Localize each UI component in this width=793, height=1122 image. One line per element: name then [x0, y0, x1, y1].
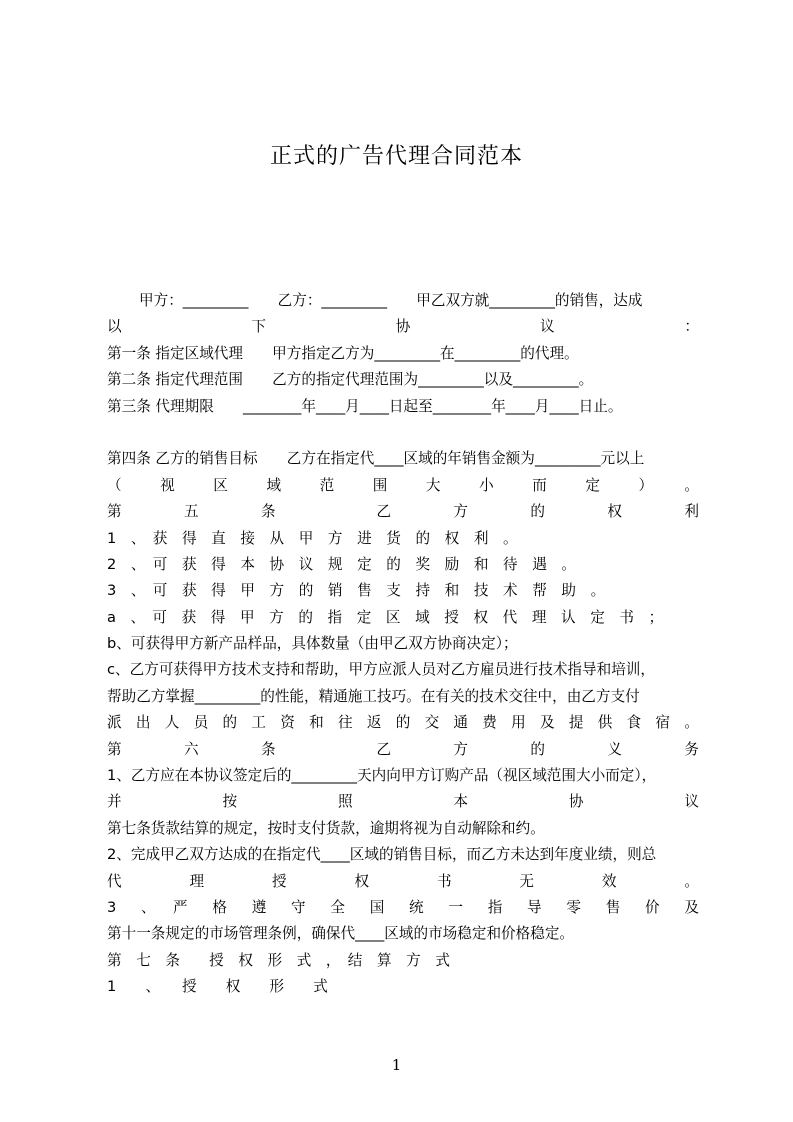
contract-line: 以 下 协 议 ：: [107, 318, 699, 336]
contract-line: 1、乙方应在本协议签定后的_________天内向甲方订购产品（视区域范围大小而定），: [107, 767, 657, 785]
contract-line: 2 、 可 获 得 本 协 议 规 定 的 奖 励 和 待 遇 。: [107, 555, 576, 573]
contract-line: c、乙方可获得甲方技术支持和帮助，甲方应派人员对乙方雇员进行技术指导和培训，: [107, 661, 655, 679]
contract-line: 代 理 授 权 书 无 效 。: [107, 872, 699, 890]
contract-line: 派出人员的工资和往返的交通费用及提供食宿。: [107, 714, 699, 732]
contract-line-article-2: 第二条 指定代理范围 乙方的指定代理范围为_________以及_________。: [107, 371, 594, 389]
document-body: [107, 288, 699, 1001]
contract-line: 1 、 授 权 形 式: [107, 978, 328, 996]
contract-line-article-5-heading: 第 五 条 乙 方 的 权 利: [107, 503, 699, 521]
page-number: 1: [391, 1056, 402, 1074]
contract-line: 1 、 获 得 直 接 从 甲 方 进 货 的 权 利 。: [107, 529, 518, 547]
contract-line: a 、 可 获 得 甲 方 的 指 定 区 域 授 权 代 理 认 定 书 ；: [107, 608, 664, 626]
contract-line-article-7-heading: 第 七 条 授 权 形 式 ， 结 算 方 式: [107, 951, 450, 969]
document-title: 正式的广告代理合同范本: [269, 144, 523, 169]
contract-line-article-3: 第三条 代理期限 ________年____月____日起至________年____月____日止。: [107, 397, 623, 415]
contract-line: b、可获得甲方新产品样品，具体数量（由甲乙双方协商决定）；: [107, 635, 518, 653]
contract-line: 并 按 照 本 协 议: [107, 793, 699, 811]
contract-line: 第七条货款结算的规定，按时支付货款，逾期将视为自动解除和约。: [107, 819, 545, 837]
blank-line: [107, 420, 699, 446]
contract-line-article-6-heading: 第 六 条 乙 方 的 义 务: [107, 740, 699, 758]
contract-line-parties: 甲方：_________ 乙方：_________ 甲乙双方就_________的销售，达成: [139, 292, 643, 309]
contract-line: 3 、 严 格 遵 守 全 国 统 一 指 导 零 售 价 及: [107, 898, 699, 916]
contract-line: 2、完成甲乙双方达成的在指定代____区域的销售目标，而乙方未达到年度业绩，则总: [107, 846, 657, 864]
contract-line-article-1: 第一条 指定区域代理 甲方指定乙方为_________在_________的代理。: [107, 344, 579, 362]
contract-line: （ 视 区 域 范 围 大 小 而 定 ） 。: [107, 476, 699, 494]
contract-line: 3 、 可 获 得 甲 方 的 销 售 支 持 和 技 术 帮 助 。: [107, 582, 606, 600]
contract-line: 第十一条规定的市场管理条例，确保代____区域的市场稳定和价格稳定。: [107, 925, 575, 943]
contract-line: 帮助乙方掌握_________的性能，精通施工技巧。在有关的技术交往中，由乙方支付: [107, 687, 640, 705]
contract-line-article-4: 第四条 乙方的销售目标 乙方在指定代____区域的年销售金额为_________元以上: [107, 450, 645, 468]
